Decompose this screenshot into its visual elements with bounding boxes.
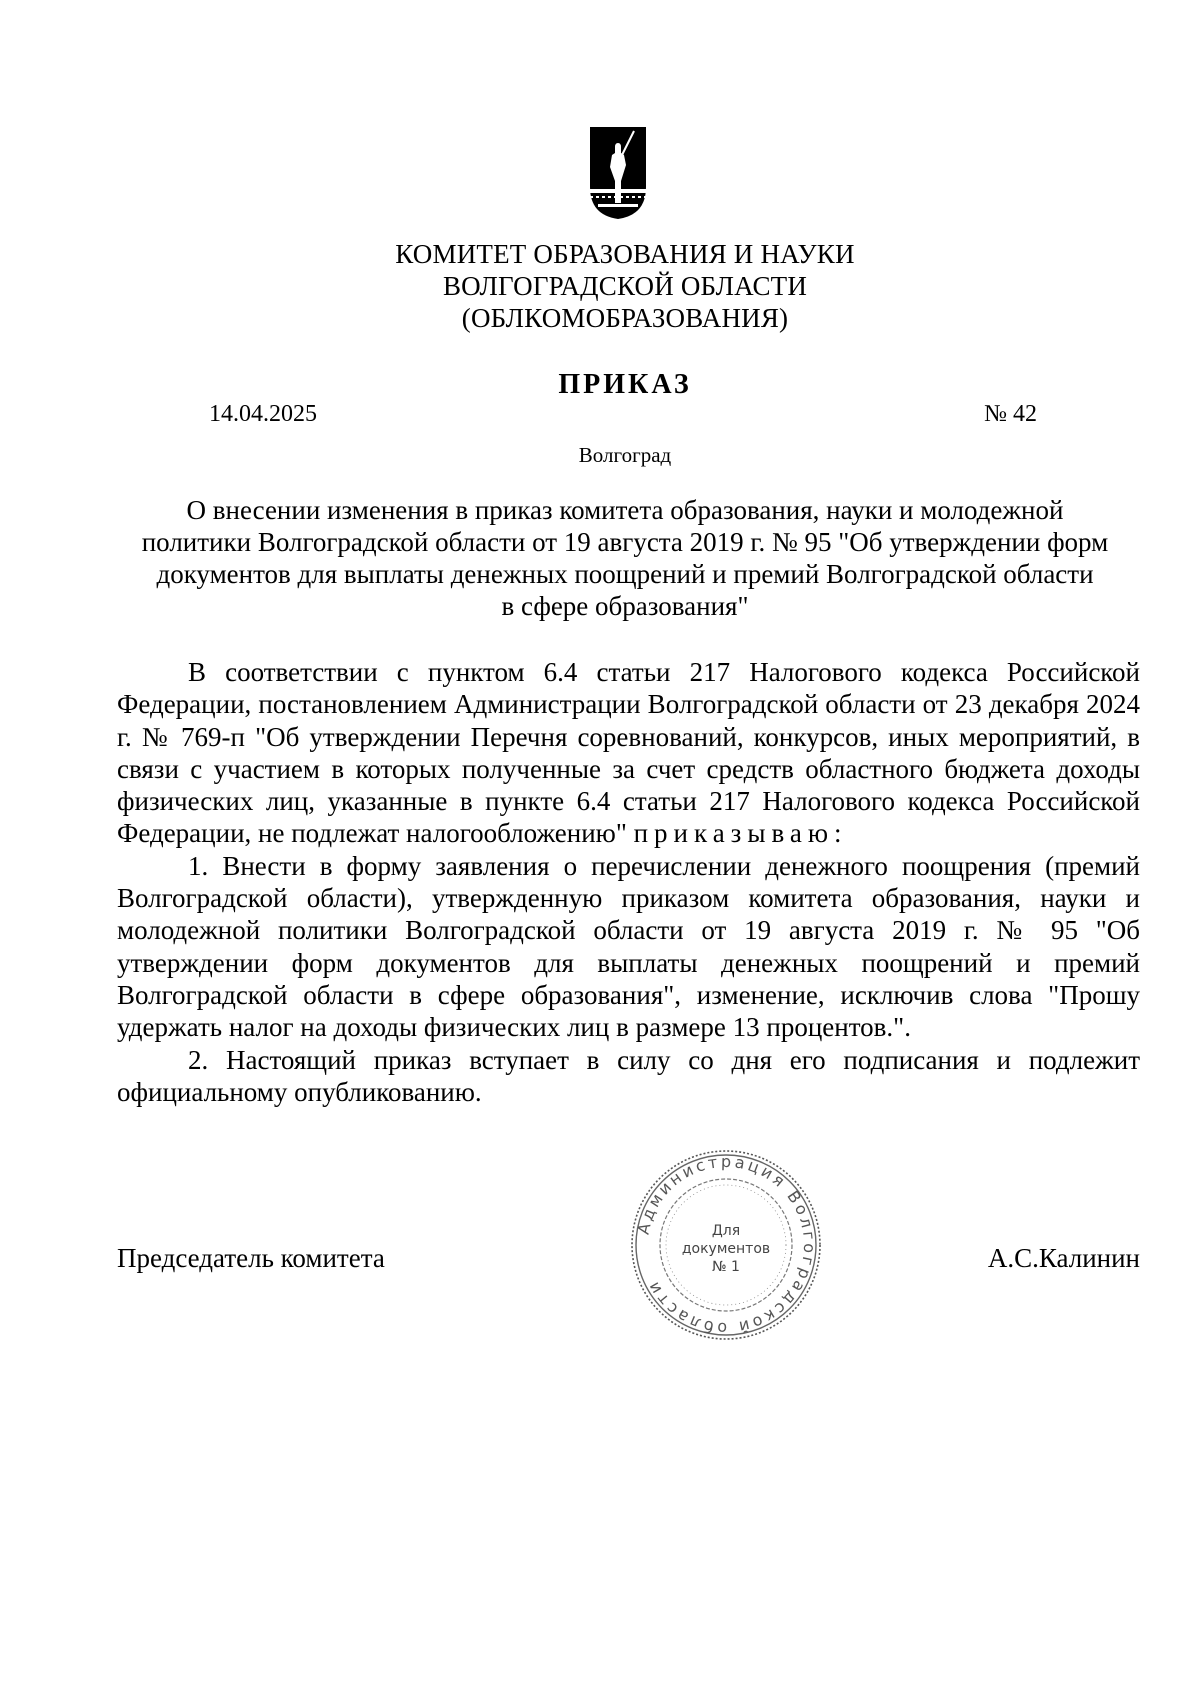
order-number: № 42 <box>984 401 1037 427</box>
signer-role: Председатель комитета <box>117 1243 385 1273</box>
order-word: приказываю: <box>633 818 848 849</box>
order-city: Волгоград <box>578 443 672 467</box>
order-date: 14.04.2025 <box>209 401 317 427</box>
order-subject <box>110 494 1140 622</box>
item-1-paragraph: 1. Внести в форму заявления о перечислении денежного поощрения (премий Волгоградской области), утвержденную приказом комитета образования, науки и молодежной политики Волгоградской области от 19 августа 2019 г. № 95 "Об утверждении форм документов для выплаты денежных поощрений и премий Волгоградской области в сфере образования", изменение, исключив слова "Прошу удержать налог на доходы физических лиц в размере 13 процентов.". <box>117 850 1140 1043</box>
org-line-2: ВОЛГОГРАДСКОЙ ОБЛАСТИ <box>442 271 808 301</box>
seal-ring-text: Администрация Волгоградской области <box>633 1151 820 1339</box>
signer-name: А.С.Калинин <box>987 1243 1140 1273</box>
official-seal-stamp <box>628 1147 824 1343</box>
org-line-1: КОМИТЕТ ОБРАЗОВАНИЯ И НАУКИ <box>395 239 855 269</box>
subject-line-1: О внесении изменения в приказ комитета образования, науки и молодежной <box>186 495 1064 525</box>
item-2-paragraph: 2. Настоящий приказ вступает в силу со дня его подписания и подлежит официальному опубликованию. <box>117 1044 1140 1107</box>
org-line-3: (ОБЛКОМОБРАЗОВАНИЯ) <box>461 303 789 333</box>
seal-center-line-3: № 1 <box>712 1259 740 1275</box>
order-body <box>117 656 1140 1108</box>
volgograd-coat-of-arms-icon <box>588 125 648 221</box>
organization-name <box>0 238 1200 334</box>
subject-line-2: политики Волгоградской области от 19 августа 2019 г. № 95 "Об утверждении форм <box>141 527 1109 557</box>
preamble-paragraph <box>117 656 1140 850</box>
subject-line-4: в сфере образования" <box>501 591 749 621</box>
seal-center-line-1: Для <box>711 1223 741 1239</box>
seal-center-line-2: документов <box>681 1241 771 1257</box>
document-type-title: ПРИКАЗ <box>558 369 692 400</box>
subject-line-3: документов для выплаты денежных поощрений и премий Волгоградской области <box>156 559 1094 589</box>
preamble-text: В соответствии с пунктом 6.4 статьи 217 Налогового кодекса Российской Федерации, постановлением Администрации Волгоградской области от 23 декабря 2024 г. № 769-п "Об утверждении Перечня соревнований, конкурсов, иных мероприятий, в связи с участием в которых полученные за счет средств областного бюджета доходы физических лиц, указанные в пункте 6.4 статьи 217 Налогового кодекса Российской Федерации, не подлежат налогообложению" <box>117 657 1140 849</box>
